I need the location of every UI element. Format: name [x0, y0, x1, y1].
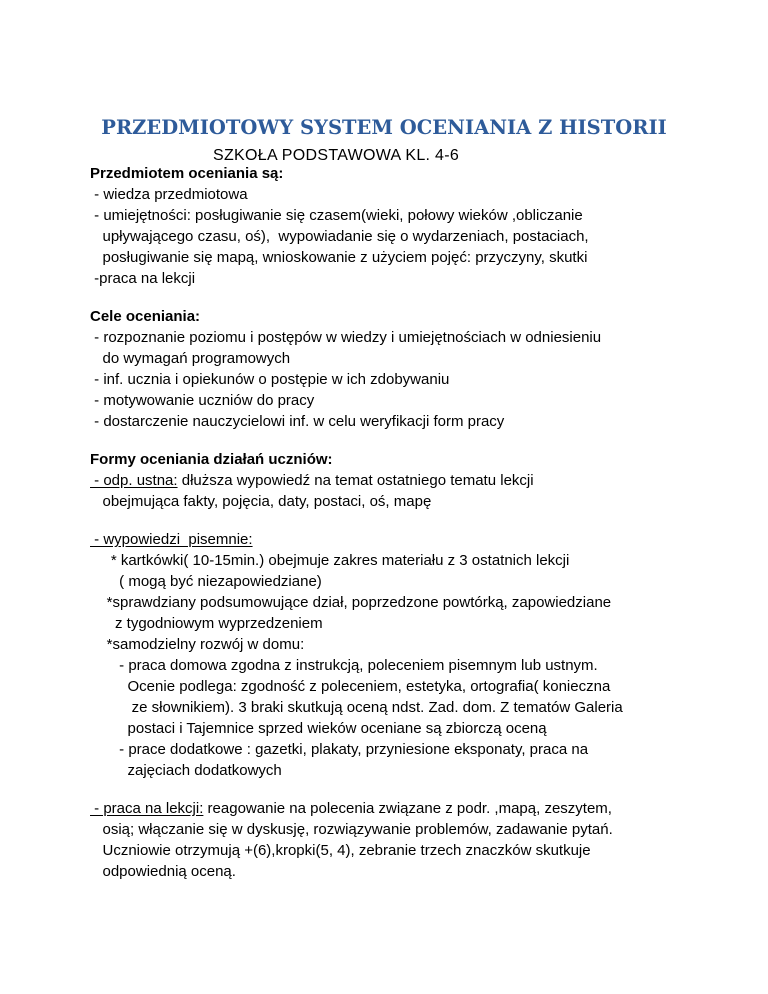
list-item: upływającego czasu, oś), wypowiadanie się o wydarzeniach, postaciach, — [90, 228, 589, 245]
lesson-work-line — [90, 799, 612, 819]
page-subtitle: SZKOŁA PODSTAWOWA KL. 4-6 — [213, 147, 460, 164]
page-title: PRZEDMIOTOWY SYSTEM OCENIANIA Z HISTORII — [101, 116, 667, 139]
list-item: -praca na lekcji — [90, 270, 196, 287]
list-item: ze słownikiem). 3 braki skutkują oceną ndst. Zad. dom. Z tematów Galeria — [90, 699, 623, 716]
lesson-work-label: - praca na lekcji: — [90, 800, 204, 817]
list-item: do wymagań programowych — [90, 350, 291, 367]
list-item: - dostarczenie nauczycielowi inf. w celu weryfikacji form pracy — [90, 413, 505, 430]
list-item: zajęciach dodatkowych — [90, 762, 282, 779]
list-item: ( mogą być niezapowiedziane) — [90, 573, 322, 590]
list-item: - umiejętności: posługiwanie się czasem(wieki, połowy wieków ,obliczanie — [90, 207, 583, 224]
list-item: - motywowanie uczniów do pracy — [90, 392, 315, 409]
list-item: postaci i Tajemnice sprzed wieków oceniane są zbiorczą oceną — [90, 720, 547, 737]
list-item: Uczniowie otrzymują +(6),kropki(5, 4), zebranie trzech znaczków skutkuje — [90, 842, 591, 859]
lesson-work-text: reagowanie na polecenia związane z podr. ,mapą, zeszytem, — [203, 800, 612, 817]
list-item: * kartkówki( 10-15min.) obejmuje zakres materiału z 3 ostatnich lekcji — [90, 552, 570, 569]
list-item: odpowiednią oceną. — [90, 863, 236, 880]
written-label: - wypowiedzi pisemnie: — [90, 531, 253, 548]
section-heading-goals: Cele oceniania: — [90, 308, 201, 325]
list-item: osią; włączanie się w dyskusję, rozwiązywanie problemów, zadawanie pytań. — [90, 821, 613, 838]
list-item: z tygodniowym wyprzedzeniem — [90, 615, 323, 632]
list-item: - wiedza przedmiotowa — [90, 186, 248, 203]
oral-answer-text: dłuższa wypowiedź na temat ostatniego tematu lekcji — [177, 472, 534, 489]
list-item: - rozpoznanie poziomu i postępów w wiedzy i umiejętnościach w odniesieniu — [90, 329, 602, 346]
list-item: - praca domowa zgodna z instrukcją, poleceniem pisemnym lub ustnym. — [90, 657, 598, 674]
list-item: - prace dodatkowe : gazetki, plakaty, przyniesione eksponaty, praca na — [90, 741, 589, 758]
list-item: - inf. ucznia i opiekunów o postępie w ich zdobywaniu — [90, 371, 450, 388]
list-item: Ocenie podlega: zgodność z poleceniem, estetyka, ortografia( konieczna — [90, 678, 611, 695]
oral-answer-label: - odp. ustna: — [90, 472, 178, 489]
list-item: *sprawdziany podsumowujące dział, poprzedzone powtórką, zapowiedziane — [90, 594, 612, 611]
section-heading-forms: Formy oceniania działań uczniów: — [90, 451, 333, 468]
oral-answer-line — [90, 471, 534, 491]
list-item: obejmująca fakty, pojęcia, daty, postaci, oś, mapę — [90, 493, 432, 510]
list-item: posługiwanie się mapą, wnioskowanie z użyciem pojęć: przyczyny, skutki — [90, 249, 588, 266]
list-item: *samodzielny rozwój w domu: — [90, 636, 305, 653]
section-heading-assessment-subject: Przedmiotem oceniania są: — [90, 165, 284, 182]
